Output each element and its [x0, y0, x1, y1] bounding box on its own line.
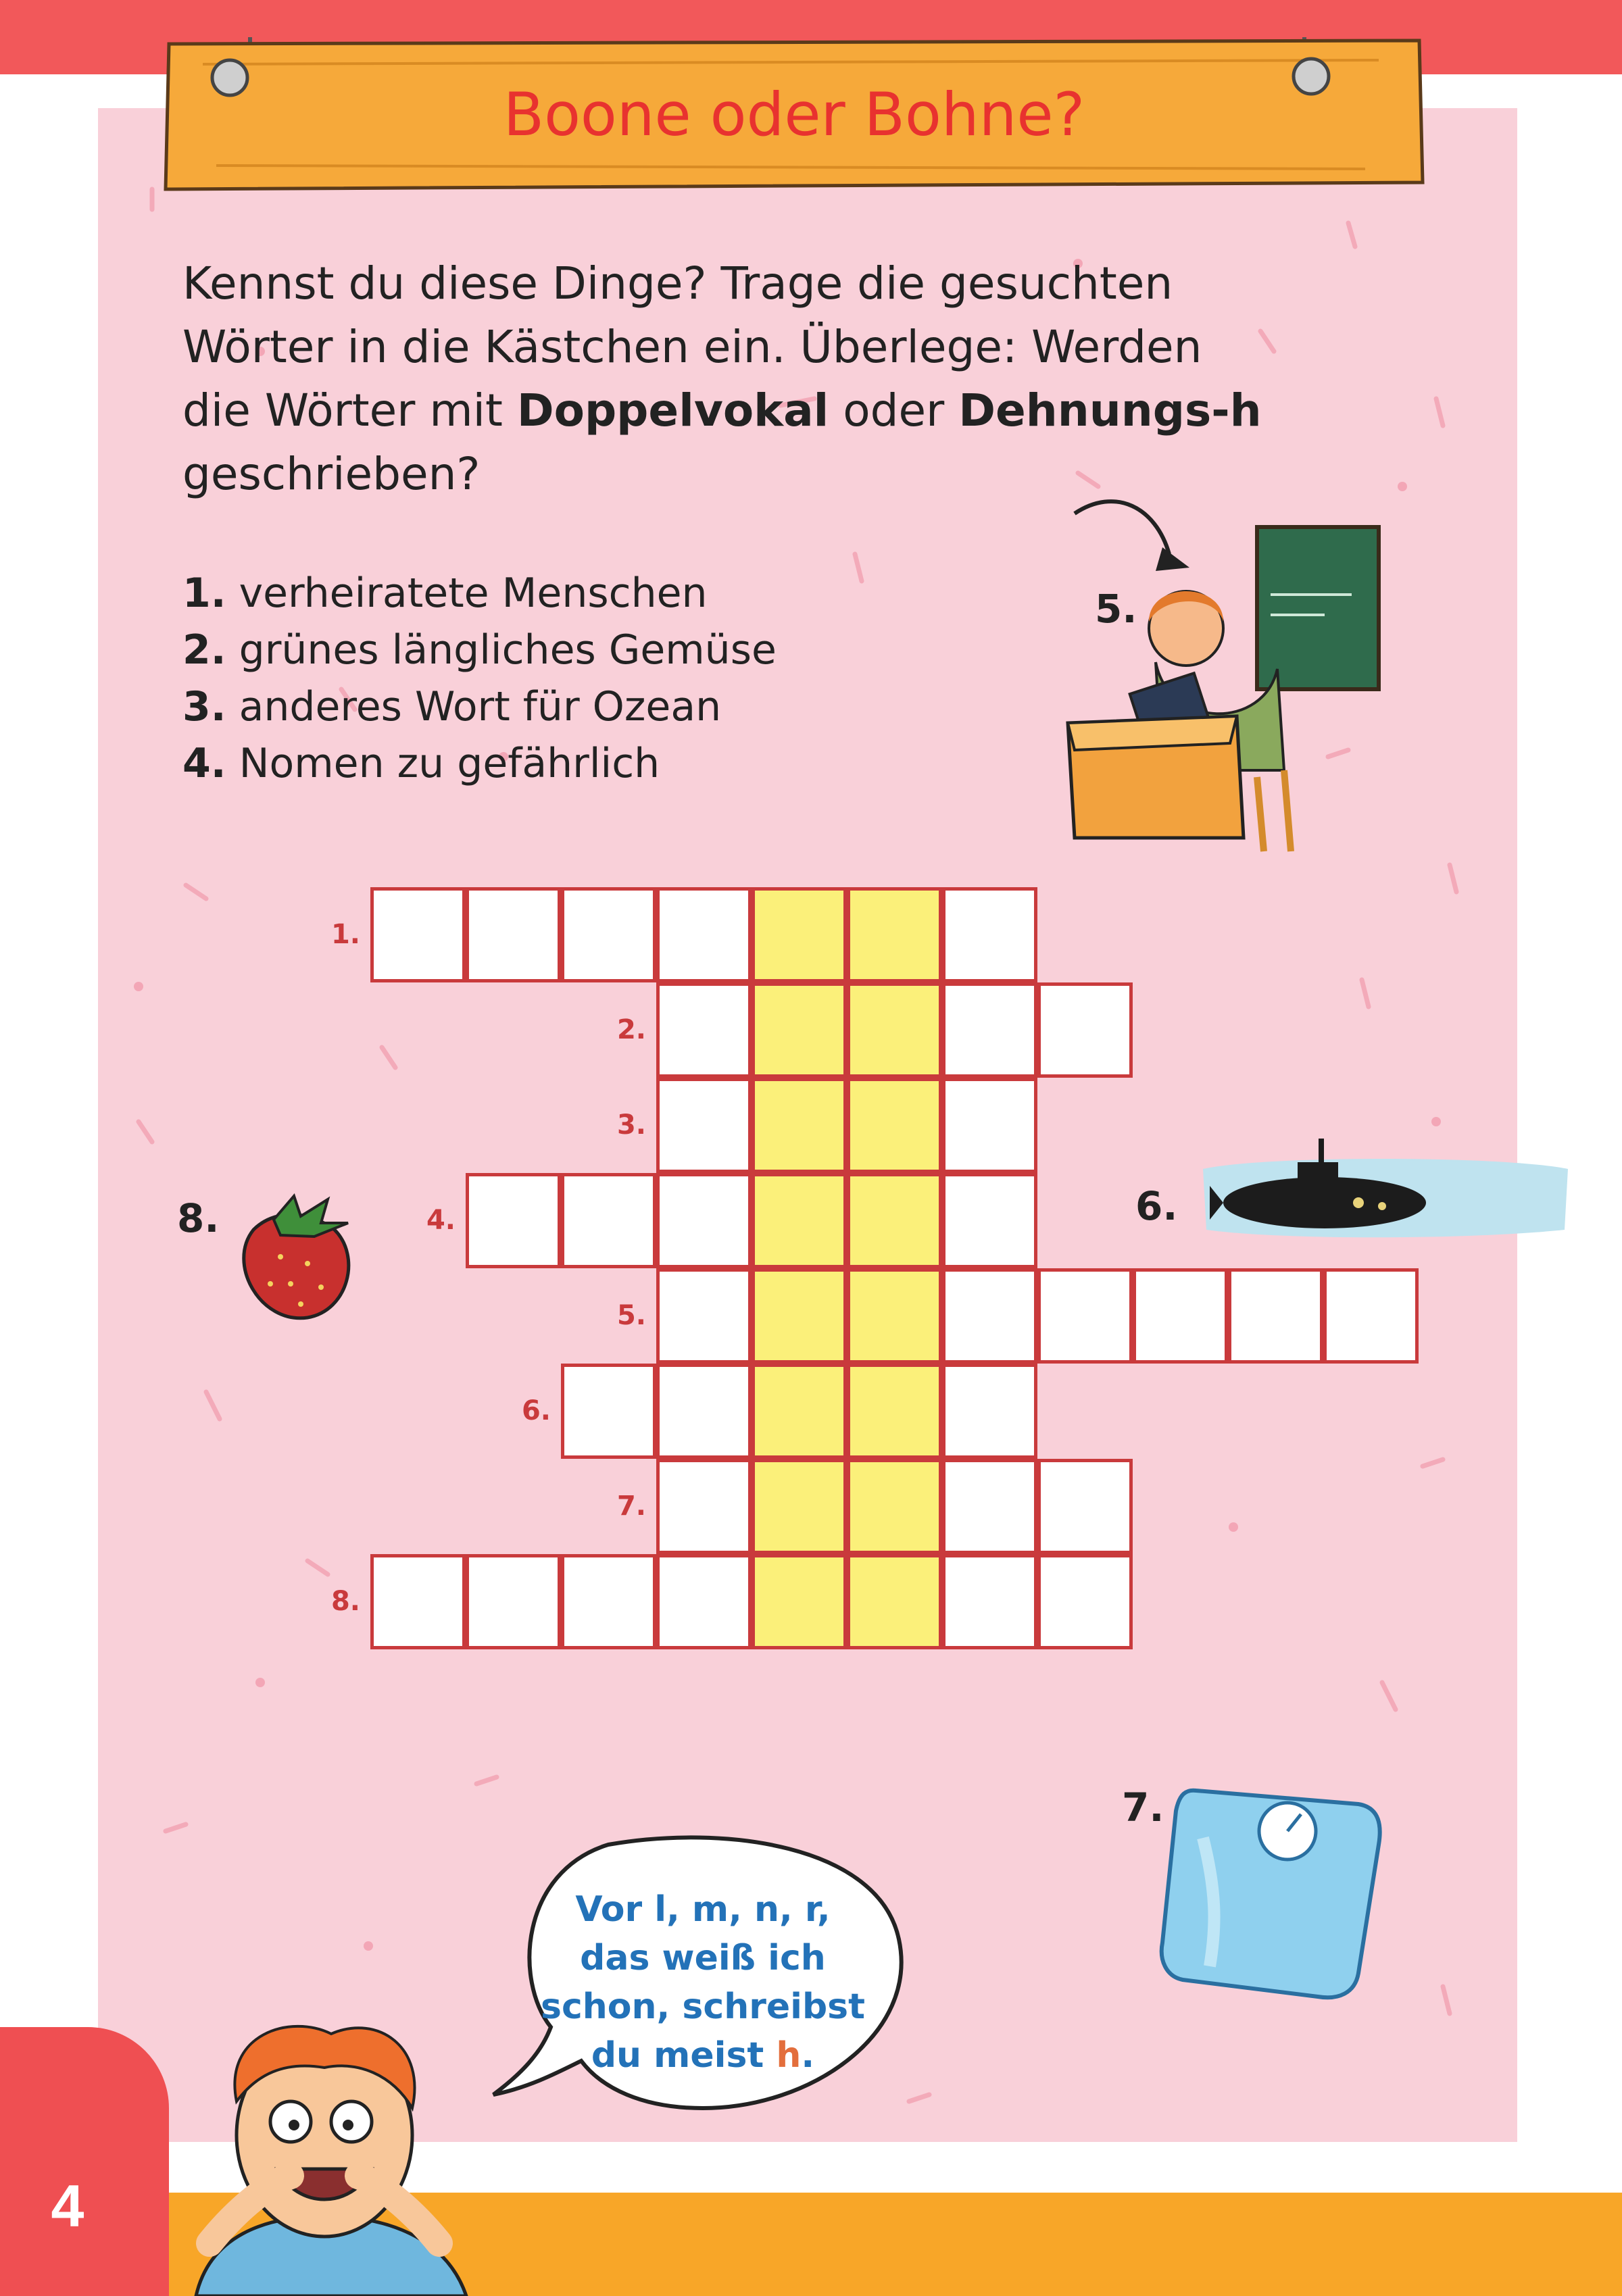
clue-3: [182, 678, 1027, 735]
crossword-cell[interactable]: [1228, 1268, 1323, 1364]
row-number-label: 1.: [330, 919, 360, 950]
instruction-line-4: geschrieben?: [182, 448, 481, 500]
crossword-solution-cell[interactable]: [847, 1459, 942, 1554]
speech-bubble-text: [514, 1885, 892, 2080]
crossword-cell[interactable]: [942, 1554, 1037, 1649]
row-number-label: 7.: [616, 1491, 646, 1522]
keyword-dehnungs-h: Dehnungs-h: [958, 384, 1262, 436]
speech-line-4: [514, 2031, 892, 2080]
crossword-cell[interactable]: [1037, 1459, 1133, 1554]
bathroom-scale-icon: [1156, 1777, 1385, 2007]
picture-label-7: 7.: [1122, 1785, 1164, 1830]
crossword-solution-cell[interactable]: [847, 982, 942, 1078]
clue-4: [182, 735, 1027, 792]
crossword-cell[interactable]: [370, 1554, 466, 1649]
page-number: 4: [51, 2172, 84, 2239]
crossword-solution-cell[interactable]: [752, 1459, 847, 1554]
boy-character-icon: [155, 2020, 520, 2296]
page-title: Boone oder Bohne?: [503, 80, 1085, 149]
crossword-solution-cell[interactable]: [752, 1078, 847, 1173]
clue-number: 4.: [182, 740, 226, 787]
crossword-cell[interactable]: [942, 1078, 1037, 1173]
crossword-cell[interactable]: [561, 1554, 656, 1649]
speech-text: .: [801, 2035, 815, 2076]
crossword-solution-cell[interactable]: [847, 1268, 942, 1364]
instruction-text: die Wörter mit: [182, 384, 517, 436]
clue-text: Nomen zu gefährlich: [226, 740, 660, 787]
crossword-cell[interactable]: [942, 982, 1037, 1078]
crossword-cell[interactable]: [561, 1364, 656, 1459]
crossword-solution-cell[interactable]: [847, 1173, 942, 1268]
row-number-label: 4.: [426, 1205, 456, 1236]
crossword-cell[interactable]: [656, 982, 752, 1078]
instruction-line-2: Wörter in die Kästchen ein. Überlege: Werden: [182, 321, 1202, 373]
picture-label-8: 8.: [177, 1195, 220, 1241]
crossword-cell[interactable]: [656, 887, 752, 982]
clue-number: 3.: [182, 683, 226, 730]
row-number-label: 8.: [330, 1586, 360, 1617]
speech-line-3: schon, schreibst: [541, 1987, 865, 2027]
crossword-solution-cell[interactable]: [847, 1554, 942, 1649]
crossword-cell[interactable]: [942, 1459, 1037, 1554]
strawberry-icon: [233, 1182, 362, 1331]
crossword-cell[interactable]: [656, 1078, 752, 1173]
submarine-icon: [1196, 1128, 1575, 1250]
crossword-cell[interactable]: [1037, 982, 1133, 1078]
instruction-line-3: [182, 378, 1365, 443]
crossword-cell[interactable]: [466, 887, 561, 982]
row-number-label: 6.: [521, 1395, 551, 1426]
right-white-strip: [1517, 74, 1622, 2142]
page-number-tab: [0, 2027, 169, 2296]
clue-text: anderes Wort für Ozean: [226, 683, 722, 730]
crossword-cell[interactable]: [1037, 1554, 1133, 1649]
crossword-cell[interactable]: [1037, 1268, 1133, 1364]
picture-label-6: 6.: [1135, 1183, 1178, 1229]
crossword-cell[interactable]: [1133, 1268, 1228, 1364]
clue-number: 2.: [182, 626, 226, 674]
crossword-cell[interactable]: [1323, 1268, 1419, 1364]
crossword-solution-cell[interactable]: [752, 887, 847, 982]
picture-label-5: 5.: [1095, 586, 1137, 632]
speech-line-2: das weiß ich: [580, 1938, 826, 1978]
crossword-cell[interactable]: [466, 1173, 561, 1268]
row-number-label: 2.: [616, 1014, 646, 1045]
crossword-cell[interactable]: [656, 1554, 752, 1649]
keyword-doppelvokal: Doppelvokal: [516, 384, 829, 436]
clue-text: verheiratete Menschen: [226, 570, 708, 617]
clue-text: grünes längliches Gemüse: [226, 626, 777, 674]
highlight-letter-h: h: [776, 2035, 802, 2076]
crossword-solution-cell[interactable]: [847, 1364, 942, 1459]
crossword-solution-cell[interactable]: [752, 1173, 847, 1268]
crossword-solution-cell[interactable]: [752, 982, 847, 1078]
speech-line-1: Vor l, m, n, r,: [575, 1889, 831, 1930]
crossword-solution-cell[interactable]: [847, 1078, 942, 1173]
crossword-cell[interactable]: [942, 1364, 1037, 1459]
crossword-solution-cell[interactable]: [752, 1554, 847, 1649]
crossword-solution-cell[interactable]: [752, 1364, 847, 1459]
crossword-cell[interactable]: [561, 1173, 656, 1268]
crossword-cell[interactable]: [656, 1459, 752, 1554]
crossword-cell[interactable]: [942, 1268, 1037, 1364]
teacher-at-desk-icon: [1054, 486, 1392, 865]
instruction-line-1: Kennst du diese Dinge? Trage die gesuchten: [182, 257, 1173, 309]
crossword-cell[interactable]: [561, 887, 656, 982]
crossword-cell[interactable]: [942, 887, 1037, 982]
clue-1: [182, 565, 1027, 622]
instruction-text: oder: [829, 384, 959, 436]
crossword-solution-cell[interactable]: [752, 1268, 847, 1364]
crossword-solution-cell[interactable]: [847, 887, 942, 982]
crossword-cell[interactable]: [656, 1364, 752, 1459]
clue-2: [182, 622, 1027, 678]
crossword-cell[interactable]: [370, 887, 466, 982]
crossword-cell[interactable]: [466, 1554, 561, 1649]
speech-text: du meist: [591, 2035, 777, 2076]
clue-number: 1.: [182, 570, 226, 617]
row-number-label: 3.: [616, 1109, 646, 1141]
crossword-cell[interactable]: [942, 1173, 1037, 1268]
crossword-cell[interactable]: [656, 1173, 752, 1268]
row-number-label: 5.: [616, 1300, 646, 1331]
crossword-cell[interactable]: [656, 1268, 752, 1364]
